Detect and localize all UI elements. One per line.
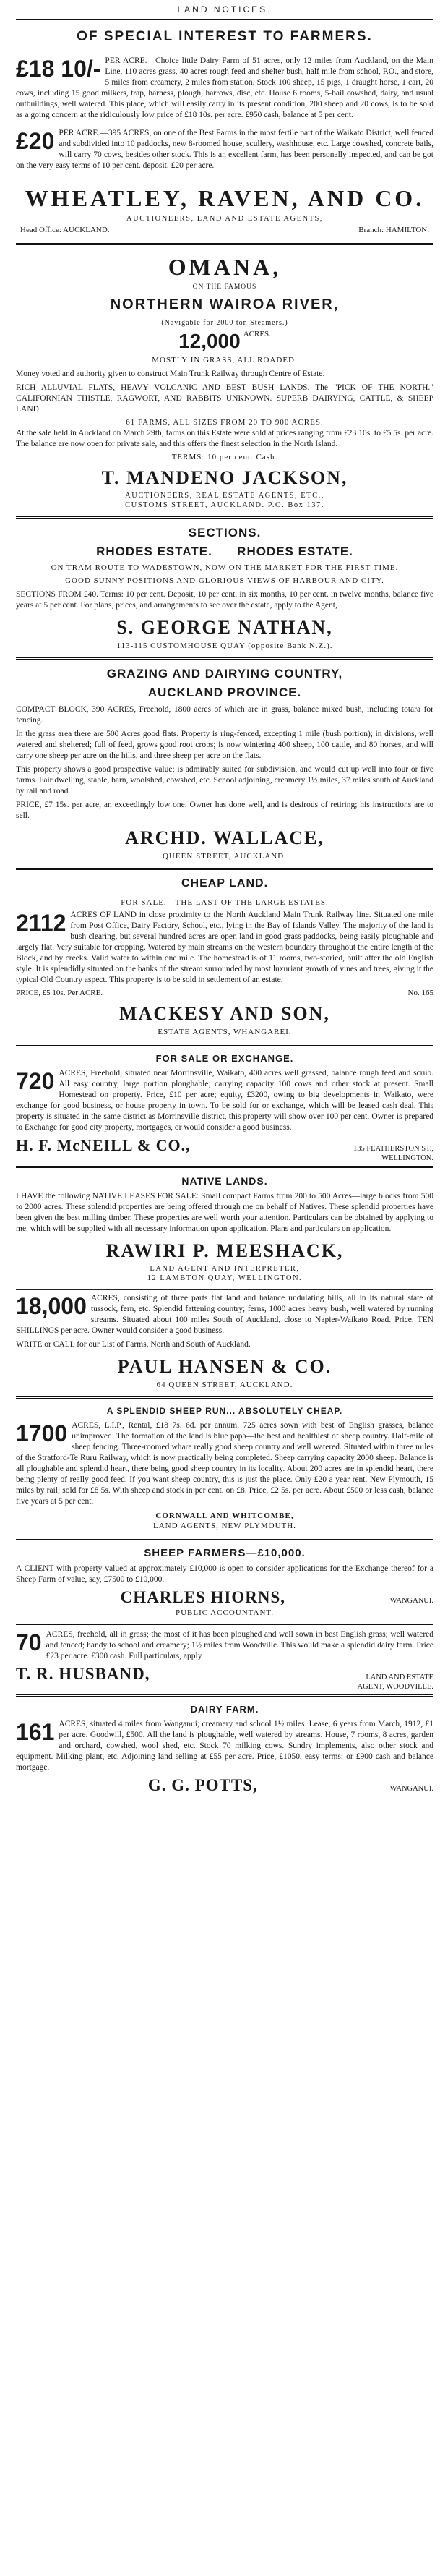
farm-ad-1-price: £18 10/- [16,56,101,82]
sheep-run-big-number: 1700 [16,1420,68,1446]
sheep-farmers-section [16,1540,433,1624]
farm-ad-2-text: PER ACRE.—395 ACRES, on one of the Best Farms in the most fertile part of the Waikato District, well fenced and subdivided into 10 paddocks, new 8-roomed house, scullery, washhouse, etc. Large cowshed, concrete bails, will carry 70 cows, besides other stock. This is an excellent farm, has been personally inspected, and can be got on the very easy terms of 10 per cent. deposit. £20 per acre. [16,129,433,170]
grazing-p1: COMPACT BLOCK, 390 ACRES, Freehold, 1800 acres of which are in grass, balance mixed bush, including totara for fencing. [16,705,433,725]
farm-ad-1-text: PER ACRE.—Choice little Dairy Farm of 51 acres, only 12 miles from Auckland, on the Main Line, 110 acres grass, 40 acres rough feed and shelter bush, half mile from school, P.O., and store, 5 miles from creamery, 2 miles from station. Stock 100 sheep, 15 pigs, 1 draught horse, 1 cart, 20 cows, including 15 good milkers, trap, harness, plough, harrows, disc, etc. House 6 rooms, 5-bail cowshed, dairy, and usual outbuildings, well watered. This place, which will easily carry in its present condition, 200 sheep and 20 cows, is to be sold as a going concern at the ridiculously low price of £18 10s. per acre. £950 cash, balance at 5 per cent. [16,56,433,119]
mcneill-name: H. F. McNEILL & CO., [16,1136,191,1154]
rhodes-sections: SECTIONS FROM £40. Terms: 10 per cent. Deposit, 10 per cent. in six months, 10 per cent. in twelve months, balance five years at 5 per cent. For plans, prices, and arrangements to see over the estate, apply to the Agent, [16,590,433,610]
farmers-section [16,20,433,243]
head-office: Head Office: AUCKLAND. [20,226,110,234]
dairy-heading: DAIRY FARM. [190,1704,259,1715]
farm-ad-1 [16,56,433,121]
sale-exchange-section [16,1046,433,1166]
potts-row [16,1776,433,1795]
husband-name: T. R. HUSBAND, [16,1665,150,1683]
grazing-sub: AUCKLAND PROVINCE. [147,686,302,699]
farm-ad-2-price: £20 [16,128,55,154]
husband-right-1: LAND AND ESTATE [366,1673,433,1681]
hansen-big-number: 18,000 [16,1293,87,1319]
omana-acres-word: ACRES. [243,330,271,338]
sheep-run-text: ACRES, L.I.P., Rental, £18 7s. 6d. per annum. 725 acres sown with best of English grasses, balance unimproved. The formation of the land is blue papa—the best and healthiest of sheep country. Half-mile of sheep fencing. Three-roomed whare really good sheep country and well watered. Situated within three miles of the Stratford-Te Ruru Railway, which is now practically being completed. Sheep carrying capacity 2000 sheep. Balance is all ploughable and splendid heart, there being good sheep country in its locality. About 200 acres are in splendid heart, there being plenty of really good feed. If you want sheep country, this is just the place. Only £20 a year rent. New Plymouth, 15 miles by rail; sold for £8 5s. With sheep and stock in per cent. on £8. Price, £2 5s. per acre. About £500 or less cash, balance five years at 5 per cent. [16,1421,433,1506]
native-heading: NATIVE LANDS. [181,1175,268,1187]
hiorns-name: CHARLES HIORNS, [120,1588,286,1606]
sheep-run-heading: A SPLENDID SHEEP RUN... ABSOLUTELY CHEAP. [106,1406,343,1416]
omana-sale: At the sale held in Auckland on March 29th, farms on this Estate were sold at prices ranging from £23 10s. to £5 5s. per acre. The balance are now open for private sale, and this offers the finest selection in the North Island. [16,429,433,448]
omana-grass: MOSTLY IN GRASS, ALL ROADED. [152,356,298,364]
omana-section [16,245,433,516]
hansen-name: PAUL HANSEN & CO. [117,1356,332,1377]
nathan-name: S. GEORGE NATHAN, [116,617,333,638]
meeshack-line-2: 12 LAMBTON QUAY, WELLINGTON. [147,1274,303,1282]
grazing-heading: GRAZING AND DAIRYING COUNTRY, [106,667,343,681]
rhodes-heading: SECTIONS. [188,526,262,539]
omana-title: OMANA, [168,254,282,280]
wheatley-raven-name: WHEATLEY, RAVEN, AND CO. [25,185,425,211]
cheap-heading: CHEAP LAND. [181,877,269,890]
grazing-section [16,660,433,868]
cheap-land-section [16,870,433,1044]
sale-exchange-text: ACRES, Freehold, situated near Morrinsville, Waikato, 400 acres well grassed, balance rough feed and scrub. All easy country, large portion ploughable; carrying capacity 100 cows and other stock at present. Small Homestead on property. Price, £10 per acre; equity, £3200, owing to big developments in Waikato, were exchange for good business, or house property in town. To be sold for or exchange, which will be leased cash deal. This property is situated in the same district as Morrinsville district, this property will show over 100 per cent. Owner is prepared to Exchange for good city property, mortgages, or would consider a good business. [16,1069,433,1132]
mcneill-address: 135 FEATHERSTON ST., WELLINGTON. [353,1145,433,1162]
sheep-farmers-text: A CLIENT with property valued at approximately £10,000 is open to consider applications for the Exchange thereof for a Sheep Farm of value, say, £7500 to £10,000. [16,1564,433,1584]
cheap-price: PRICE, £5 10s. Per ACRE. [16,989,103,997]
hiorns-town: WANGANUI. [389,1597,433,1605]
husband-row [16,1665,433,1692]
cheap-ad [16,910,433,986]
husband-right [358,1673,433,1692]
sheep-run-ad [16,1420,433,1507]
hiorns-row [16,1588,433,1607]
farm-ad-2 [16,128,433,171]
omana-river: NORTHERN WAIROA RIVER, [110,297,340,312]
cheap-sub: FOR SALE.—THE LAST OF THE LARGE ESTATES. [121,898,329,907]
grazing-p4: PRICE, £7 15s. per acre, an exceedingly low one. Owner has done well, and is desirous of retiring; his instructions are to sell. [16,801,433,820]
branch-office: Branch: HAMILTON. [358,226,429,234]
sale-exchange-ad [16,1068,433,1133]
page-header: LAND NOTICES. [177,4,272,14]
sale-exchange-heading: FOR SALE OR EXCHANGE. [155,1053,294,1064]
husband-text: ACRES, freehold, all in grass; the most of it has been ploughed and well sown in best English grass; well watered and fenced; handy to school and creamery; 1½ miles from Woodville. This would make a splendid dairy farm. Price £23 per acre. £300 cash. Full particulars, apply [46,1630,433,1660]
cornwall-address: LAND AGENTS, NEW PLYMOUTH. [153,1522,296,1530]
meeshack-name: RAWIRI P. MEESHACK, [105,1240,344,1261]
wallace-name: ARCHD. WALLACE, [125,827,324,848]
husband-section [16,1626,433,1694]
hansen-text: ACRES, consisting of three parts flat land and balance undulating hills, all in its natural state of tussock, fern, etc. Splendid fattening country; ferns, 1000 acres heavy bush, well watered by running streams. Situated about 100 miles South of Auckland, close to Napier-Waikato Road. Price, TEN SHILLINGS per acre. Owner would consider a good business. [16,1294,433,1335]
dairy-big-number: 161 [16,1719,55,1745]
nathan-address: 113-115 CUSTOMHOUSE QUAY (opposite Bank N.Z.). [116,641,333,650]
rhodes-section [16,519,433,657]
omana-on-the-famous: ON THE FAMOUS [192,283,257,291]
sale-exchange-big-number: 720 [16,1068,55,1094]
omana-acres-number: 12,000 [178,330,241,352]
omana-acres [16,330,433,353]
hansen-write: WRITE or CALL for our List of Farms, North and South of Auckland. [16,1340,251,1349]
omana-money-line: Money voted and authority given to construct Main Trunk Railway through Centre of Estate. [16,370,325,378]
hansen-section [16,1290,433,1396]
cornwall-name: CORNWALL AND WHITCOMBE, [155,1511,294,1520]
dairy-ad [16,1719,433,1773]
rhodes-sub: RHODES ESTATE. RHODES ESTATE. [96,545,353,558]
meeshack-line-1: LAND AGENT AND INTERPRETER, [150,1265,300,1273]
hansen-ad [16,1293,433,1336]
mackesy-address: ESTATE AGENTS, WHANGAREI. [158,1028,292,1036]
hiorns-role: PUBLIC ACCOUNTANT. [175,1608,275,1617]
omana-navigable: (Navigable for 2000 ton Steamers.) [161,319,288,327]
sheep-run-section [16,1399,433,1538]
cheap-big-number: 2112 [16,910,66,936]
omana-terms: TERMS: 10 per cent. Cash. [171,453,278,461]
cheap-no: No. 165 [407,989,433,997]
cheap-text: ACRES OF LAND in close proximity to the North Auckland Main Trunk Railway line. Situated one mile from Post Office, Dairy Factory, School, etc., lying in the Bay of Islands Valley. The majority of the land is bush clearing, but several hundred acres are open land in good grass paddocks, being easily ploughable and largely flat. Very suitable for cropping. Watered by main streams on the western boundary throughout the entire length of the Block, and by creeks. Valid water to within one mile. The homestead is of 11 rooms, two-storied, built after the old English style. It is splendidly situated on the banks of the stream surrounded by most luxuriant growth of vines and trees, giving it the typical Old Country aspect. This property is to be sold in settlement of an estate. [16,910,433,984]
wallace-address: QUEEN STREET, AUCKLAND. [163,852,287,861]
omana-farms: 61 FARMS, ALL SIZES FROM 20 TO 900 ACRES. [126,418,324,427]
dairy-farm-section [16,1697,433,1798]
jackson-name: T. MANDENO JACKSON, [101,467,348,488]
rhodes-views: GOOD SUNNY POSITIONS AND GLORIOUS VIEWS OF HARBOUR AND CITY. [65,576,384,585]
potts-town: WANGANUI. [389,1785,433,1793]
mcneill-row [16,1136,433,1163]
jackson-line-2: CUSTOMS STREET, AUCKLAND. P.O. Box 137. [125,501,324,509]
potts-name: G. G. POTTS, [147,1776,258,1794]
grazing-p3: This property shows a good prospective value; is admirably suited for subdivision, and would cut up well into four or five farms. Fair dwelling, stable, barn, woolshed, cowshed, etc. School adjoining, creamery 1½ miles, 37 miles south of Auckland by rail and road. [16,765,433,796]
cheap-price-row [16,989,433,997]
omana-rich: RICH ALLUVIAL FLATS, HEAVY VOLCANIC AND BEST BUSH LANDS. The "PICK OF THE NORTH." CALIFORNIAN THISTLE, RAGWORT, AND RABBITS UNKNOWN. SUPERB DAIRYING, CATTLE, & SHEEP LAND. [16,383,433,414]
wheatley-raven-offices [20,226,429,234]
mackesy-name: MACKESY AND SON, [119,1003,330,1024]
land-notices-column [16,0,433,2576]
dairy-text: ACRES, situated 4 miles from Wanganui; creamery and school 1½ miles. Lease, 6 years from March, 1912, £1 per acre. Goodwill, £500. All the land is ploughable, well watered by streams. House, 7 rooms, 8 acres, garden and orchard, cowshed, wool shed, etc. Stock 70 milking cows. Sundry implements, also other stock and equipment. Milking plant, etc. Adjoining land selling at £55 per acre. Price, £1050, easy terms; or £900 cash and balance mortgage. [16,1720,433,1772]
sheep-farmers-heading: SHEEP FARMERS—£10,000. [144,1547,306,1559]
grazing-p2: In the grass area there are 500 Acres good flats. Property is ring-fenced, excepting 1 mile (bush portion); in divisions, well watered and sheltered; full of feed, grows good root crops; is now wintering 400 sheep, 100 cattle, and 80 horses, and will carry one sheep per acre on the hills, and three sheep per acre on the flats. [16,730,433,760]
native-text: I HAVE the following NATIVE LEASES FOR SALE: Small compact Farms from 200 to 500 Acres—large blocks from 500 to 2000 acres. These splendid properties are being offered through me on behalf of Natives. These splendid properties have been given the best milling timber. These properties are well worth your attention. Particulars can be obtained by applying to me, which will be supplied with all necessary information upon application. Plans and particulars on application. [16,1192,433,1233]
jackson-line-1: AUCTIONEERS, REAL ESTATE AGENTS, ETC., [125,492,324,500]
farmers-heading: OF SPECIAL INTEREST TO FARMERS. [77,29,373,44]
husband-ad [16,1629,433,1662]
husband-big-number: 70 [16,1629,42,1655]
wheatley-raven-subtitle: AUCTIONEERS, LAND AND ESTATE AGENTS, [126,215,323,223]
rhodes-tram: ON TRAM ROUTE TO WADESTOWN, NOW ON THE MARKET FOR THE FIRST TIME. [51,563,399,572]
native-lands-section [16,1168,433,1289]
hansen-address: 64 QUEEN STREET, AUCKLAND. [156,1381,293,1389]
husband-right-2: AGENT, WOODVILLE. [357,1683,433,1691]
